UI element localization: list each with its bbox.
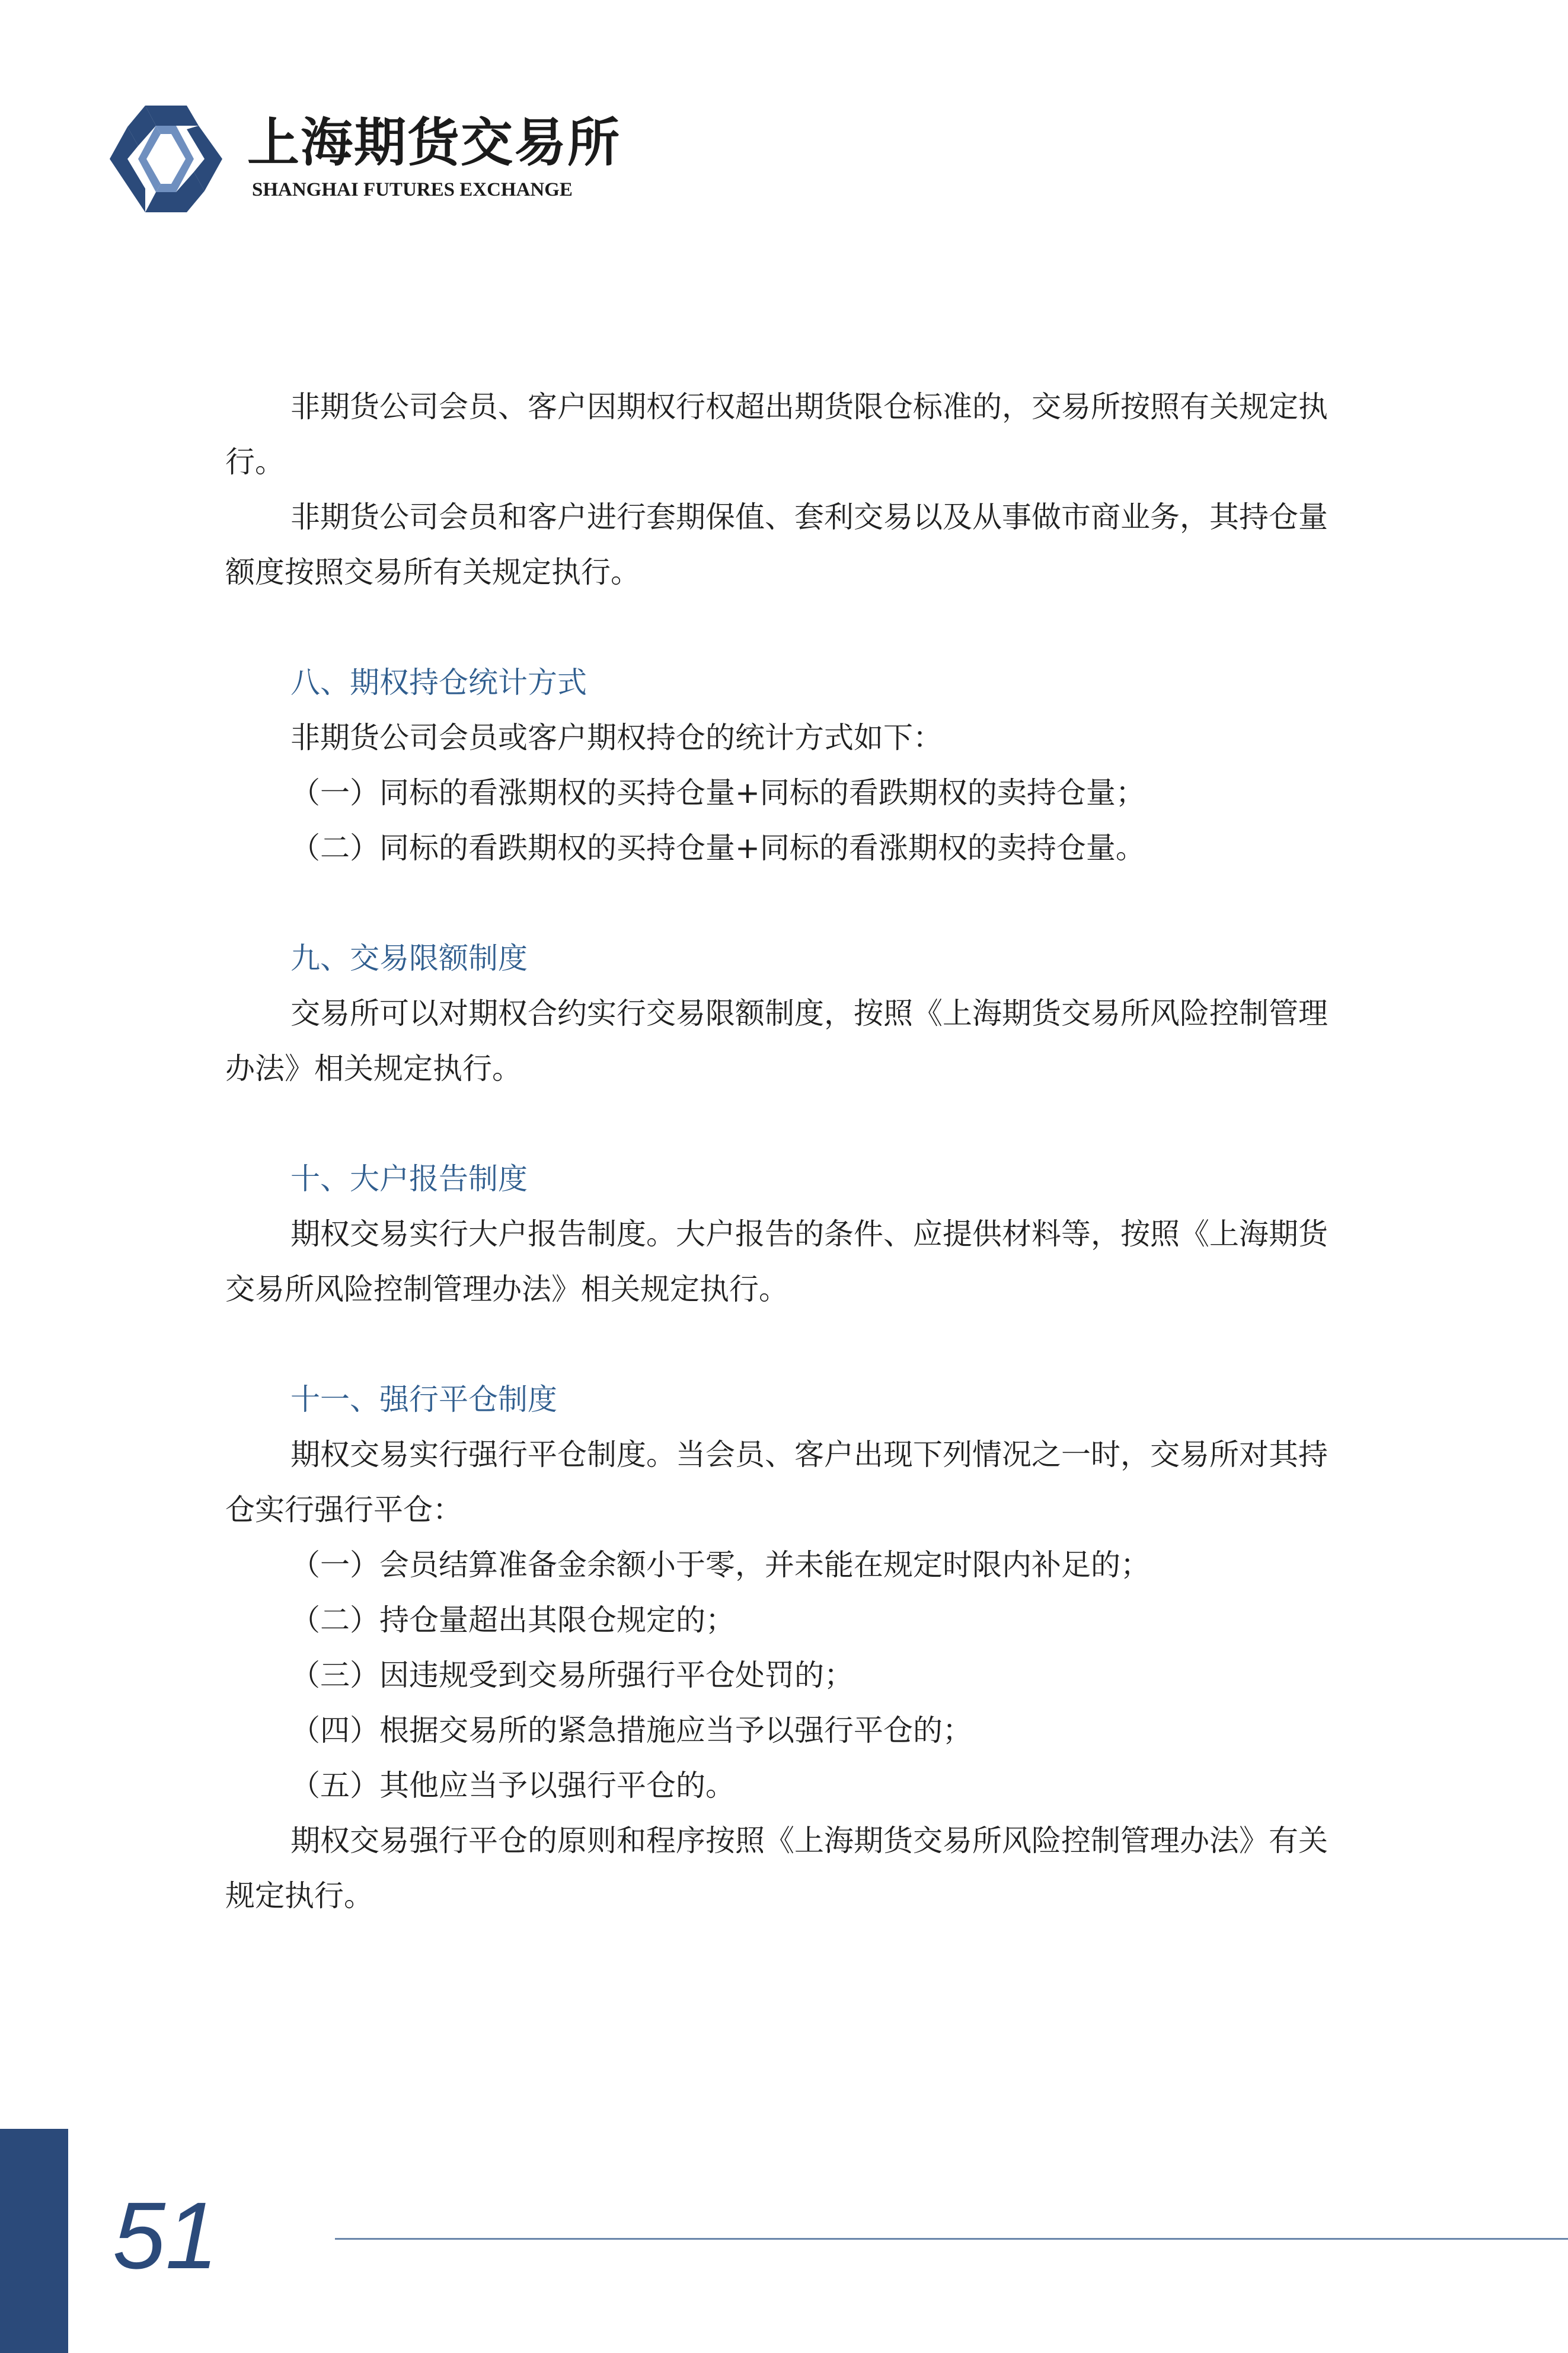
list-item: （三）因违规受到交易所强行平仓处罚的； bbox=[290, 1658, 854, 1692]
list-item: （四）根据交易所的紧急措施应当予以强行平仓的； bbox=[290, 1713, 972, 1748]
page-number: 51 bbox=[113, 2182, 218, 2288]
document-body bbox=[225, 380, 1346, 1924]
section-heading-8: 八、期权持仓统计方式 bbox=[290, 665, 587, 700]
page-number-bar bbox=[0, 2129, 68, 2353]
list-item: （一）会员结算准备金余额小于零，并未能在规定时限内补足的； bbox=[290, 1548, 1150, 1582]
paragraph-forced-liquidation-intro: 期权交易实行强行平仓制度。当会员、客户出现下列情况之一时，交易所对其持仓实行强行平仓： bbox=[225, 1437, 1328, 1527]
exchange-emblem-icon bbox=[110, 106, 222, 212]
paragraph-exercise-limit: 非期货公司会员、客户因期权行权超出期货限仓标准的，交易所按照有关规定执行。 bbox=[225, 390, 1328, 479]
paragraph-forced-liquidation-rules: 期权交易强行平仓的原则和程序按照《上海期货交易所风险控制管理办法》有关规定执行。 bbox=[225, 1823, 1328, 1913]
exchange-logo bbox=[110, 106, 621, 212]
paragraph-trading-limit: 交易所可以对期权合约实行交易限额制度，按照《上海期货交易所风险控制管理办法》相关规定执行。 bbox=[225, 996, 1328, 1086]
list-item: （一）同标的看涨期权的买持仓量+同标的看跌期权的卖持仓量； bbox=[290, 776, 1145, 810]
list-item: （五）其他应当予以强行平仓的。 bbox=[290, 1768, 735, 1803]
paragraph-hedging-quota: 非期货公司会员和客户进行套期保值、套利交易以及从事做市商业务，其持仓量额度按照交易所有关规定执行。 bbox=[225, 500, 1328, 589]
section-heading-11: 十一、强行平仓制度 bbox=[290, 1382, 557, 1417]
list-item: （二）持仓量超出其限仓规定的； bbox=[290, 1603, 735, 1637]
logo-english-name: SHANGHAI FUTURES EXCHANGE bbox=[252, 179, 573, 200]
footer-divider bbox=[335, 2238, 1568, 2240]
logo-chinese-name: 上海期货交易所 bbox=[247, 111, 621, 173]
section-heading-10: 十、大户报告制度 bbox=[290, 1162, 528, 1196]
section-heading-9: 九、交易限额制度 bbox=[290, 941, 528, 975]
paragraph-large-trader-report: 期权交易实行大户报告制度。大户报告的条件、应提供材料等，按照《上海期货交易所风险控制管理办法》相关规定执行。 bbox=[225, 1217, 1328, 1306]
paragraph-position-stats-intro: 非期货公司会员或客户期权持仓的统计方式如下： bbox=[290, 720, 943, 755]
list-item: （二）同标的看跌期权的买持仓量+同标的看涨期权的卖持仓量。 bbox=[290, 831, 1145, 865]
